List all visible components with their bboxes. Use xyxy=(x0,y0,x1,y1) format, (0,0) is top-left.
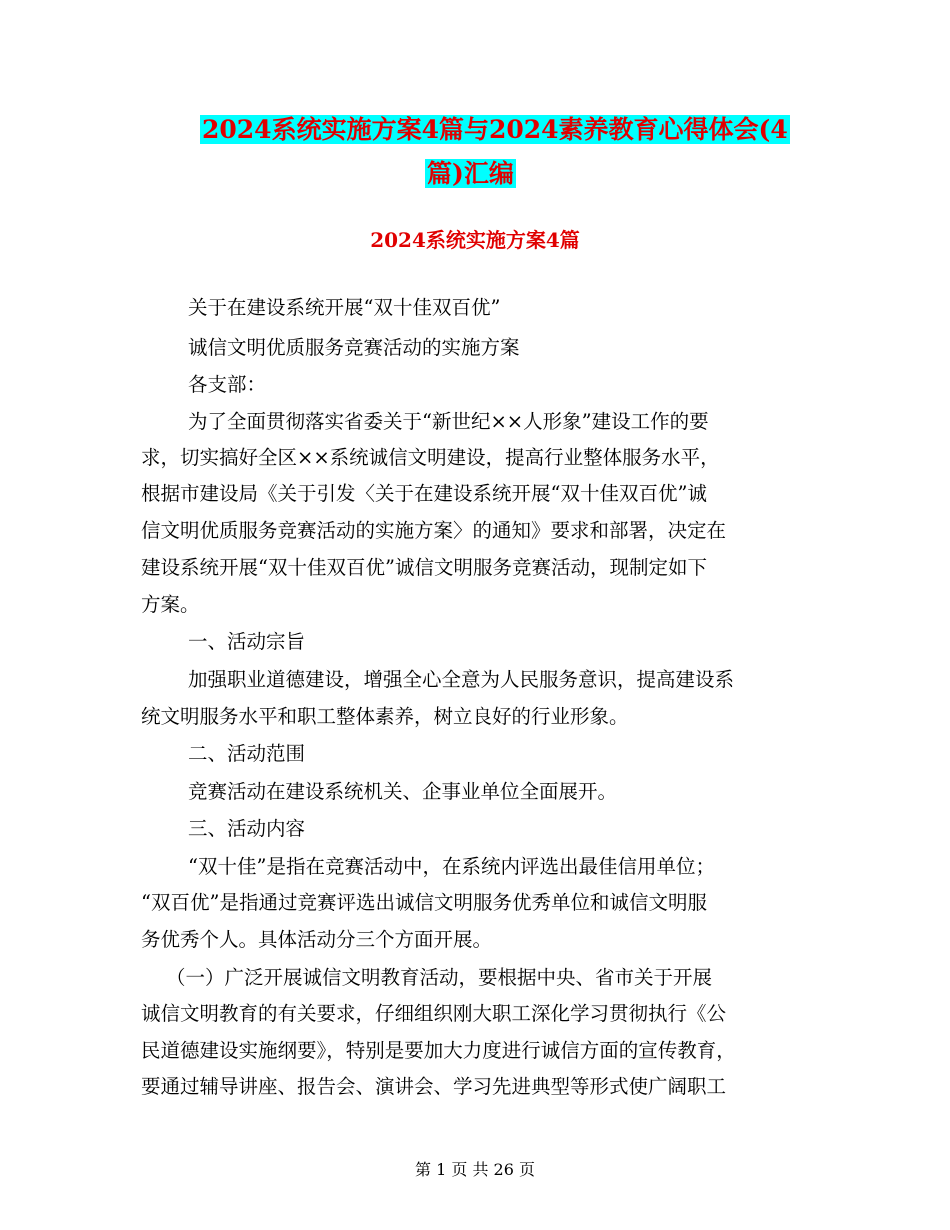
page-footer: 第 1 页 共 26 页 xyxy=(415,1160,535,1179)
body-line: 一、活动宗旨 xyxy=(188,630,306,653)
body-line: 建设系统开展“双十佳双百优”诚信文明服务竞赛活动，现制定如下 xyxy=(141,556,707,579)
body-line: 三、活动内容 xyxy=(188,817,306,840)
body-line: （一）广泛开展诚信文明教育活动，要根据中央、省市关于开展 xyxy=(166,966,713,989)
body-line: 关于在建设系统开展“双十佳双百优” xyxy=(188,296,501,319)
body-line: 为了全面贯彻落实省委关于“新世纪××人形象”建设工作的要 xyxy=(188,410,709,433)
document-title-line-2: 篇)汇编 xyxy=(427,159,514,188)
body-line: 统文明服务水平和职工整体素养，树立良好的行业形象。 xyxy=(141,705,629,728)
body-line: 要通过辅导讲座、报告会、演讲会、学习先进典型等形式使广阔职工 xyxy=(141,1075,727,1098)
body-line: 竞赛活动在建设系统机关、企事业单位全面展开。 xyxy=(188,780,618,803)
body-line: “双十佳”是指在竞赛活动中，在系统内评选出最佳信用单位； xyxy=(188,855,715,878)
body-line: 加强职业道德建设，增强全心全意为人民服务意识，提高建设系 xyxy=(188,668,735,691)
body-line: “双百优”是指通过竞赛评选出诚信文明服务优秀单位和诚信文明服 xyxy=(141,891,707,914)
body-line: 根据市建设局《关于引发〈关于在建设系统开展“双十佳双百优”诚 xyxy=(141,482,707,505)
body-line: 二、活动范围 xyxy=(188,742,306,765)
body-line: 各支部： xyxy=(188,373,267,396)
body-line: 信文明优质服务竞赛活动的实施方案〉的通知》要求和部署，决定在 xyxy=(141,519,727,542)
body-line: 求，切实搞好全区××系统诚信文明建设，提高行业整体服务水平， xyxy=(141,446,720,469)
body-line: 诚信文明优质服务竞赛活动的实施方案 xyxy=(188,336,520,359)
document-title-line-1: 2024系统实施方案4篇与2024素养教育心得体会(4 xyxy=(202,115,788,144)
section-title: 2024系统实施方案4篇 xyxy=(370,228,580,252)
body-line: 民道德建设实施纲要》，特别是要加大力度进行诚信方面的宣传教育， xyxy=(141,1039,736,1062)
body-line: 方案。 xyxy=(141,593,200,616)
body-line: 诚信文明教育的有关要求，仔细组织刚大职工深化学习贯彻执行《公 xyxy=(141,1002,727,1025)
body-line: 务优秀个人。具体活动分三个方面开展。 xyxy=(141,928,493,951)
